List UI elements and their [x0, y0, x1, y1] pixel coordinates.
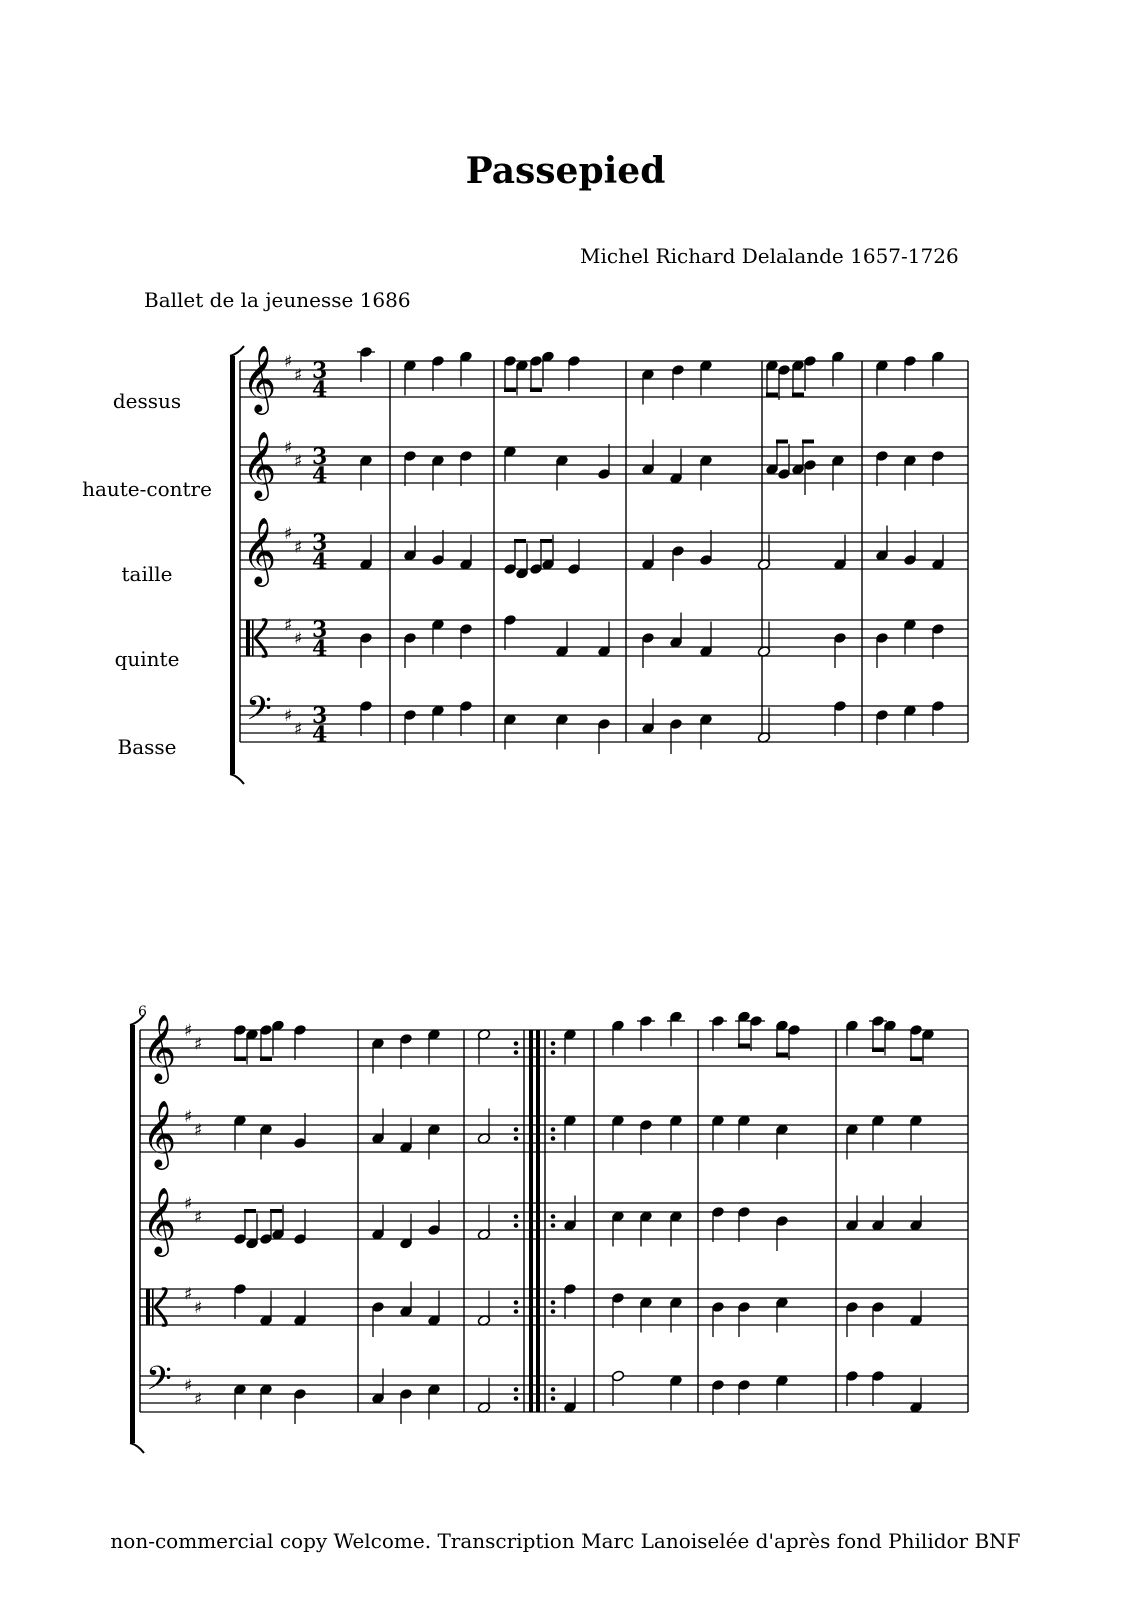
- beam: [776, 440, 788, 444]
- beam: [530, 388, 542, 392]
- treble-clef-icon: 𝄞: [142, 1099, 177, 1167]
- repeat-dot: [514, 1387, 519, 1392]
- page-title: Passepied: [465, 150, 666, 192]
- beam: [776, 1053, 788, 1057]
- system-bracket: [130, 1443, 144, 1453]
- sharp-icon: ♯: [284, 438, 293, 458]
- repeat-dot: [551, 1223, 556, 1228]
- system-bracket: [230, 774, 244, 784]
- sharp-icon: ♯: [194, 1120, 203, 1141]
- repeat-dot: [551, 1300, 556, 1305]
- repeat-dot: [551, 1396, 556, 1401]
- beam: [802, 440, 814, 444]
- sharp-icon: ♯: [294, 451, 303, 472]
- time-signature-numerator: 3: [312, 703, 328, 729]
- sharp-icon: ♯: [294, 629, 303, 649]
- sharp-icon: ♯: [284, 615, 293, 636]
- beam: [514, 539, 526, 543]
- beam: [504, 388, 516, 392]
- beam: [738, 1044, 750, 1048]
- sharp-icon: ♯: [184, 1107, 193, 1127]
- treble-clef-icon: 𝄞: [142, 1186, 177, 1254]
- treble-clef-icon: 𝄞: [142, 1013, 177, 1081]
- beam: [792, 393, 804, 397]
- repeat-dot: [514, 1214, 519, 1219]
- repeat-dot: [514, 1050, 519, 1055]
- repeat-dot: [551, 1041, 556, 1046]
- repeat-dot: [551, 1127, 556, 1132]
- system-bracket: [130, 1025, 135, 1443]
- system-bracket: [230, 356, 235, 774]
- bass-clef-icon: 𝄢: [146, 1360, 172, 1406]
- sharp-icon: ♯: [284, 524, 293, 544]
- sharp-icon: ♯: [294, 537, 303, 558]
- repeat-dot: [551, 1214, 556, 1219]
- sharp-icon: ♯: [294, 365, 303, 386]
- measure-number: 6: [138, 1004, 147, 1020]
- time-signature-denominator: 4: [312, 377, 328, 403]
- alto-clef-icon: [246, 620, 250, 656]
- repeat-dot: [514, 1041, 519, 1046]
- repeat-dot: [514, 1300, 519, 1305]
- repeat-dot: [514, 1127, 519, 1132]
- footer-note: non-commercial copy Welcome. Transcription Marc Lanoiselée d'après fond Philidor BNF: [110, 1529, 1021, 1553]
- instrument-label-basse: Basse: [117, 735, 177, 759]
- sharp-icon: ♯: [184, 1376, 193, 1396]
- repeat-dot: [514, 1396, 519, 1401]
- alto-clef-icon: [146, 1289, 150, 1325]
- subtitle: Ballet de la jeunesse 1686: [144, 288, 411, 312]
- repeat-dot: [551, 1050, 556, 1055]
- sharp-icon: ♯: [284, 706, 293, 726]
- sharp-icon: ♯: [184, 1194, 193, 1214]
- repeat-dot: [551, 1309, 556, 1314]
- alto-clef-icon: [252, 620, 254, 656]
- repeat-dot: [551, 1136, 556, 1141]
- instrument-label-dessus: dessus: [112, 389, 182, 413]
- beam: [540, 539, 552, 543]
- beam: [872, 1048, 884, 1052]
- time-signature-denominator: 4: [312, 722, 328, 748]
- sharp-icon: ♯: [294, 719, 303, 740]
- treble-clef-icon: 𝄞: [242, 344, 277, 412]
- treble-clef-icon: 𝄞: [242, 516, 277, 584]
- bass-clef-icon: 𝄢: [246, 690, 272, 736]
- time-signature-numerator: 3: [312, 358, 328, 384]
- sharp-icon: ♯: [194, 1207, 203, 1228]
- time-signature-denominator: 4: [312, 636, 328, 662]
- repeat-dot: [514, 1223, 519, 1228]
- time-signature-numerator: 3: [312, 530, 328, 556]
- composer: Michel Richard Delalande 1657-1726: [580, 244, 959, 268]
- sharp-icon: ♯: [184, 1284, 193, 1305]
- beam: [260, 1057, 272, 1061]
- repeat-dot: [514, 1309, 519, 1314]
- sharp-icon: ♯: [194, 1298, 203, 1318]
- time-signature-denominator: 4: [312, 549, 328, 575]
- sharp-icon: ♯: [184, 1021, 193, 1041]
- instrument-label-haute-contre: haute-contre: [82, 477, 212, 501]
- treble-clef-icon: 𝄞: [242, 430, 277, 498]
- beam: [244, 1209, 256, 1213]
- sharp-icon: ♯: [194, 1389, 203, 1410]
- time-signature-numerator: 3: [312, 617, 328, 643]
- beam: [234, 1057, 246, 1061]
- repeat-dot: [551, 1387, 556, 1392]
- repeat-dot: [514, 1136, 519, 1141]
- beam: [910, 1057, 922, 1061]
- instrument-label-taille: taille: [121, 562, 173, 586]
- time-signature-denominator: 4: [312, 463, 328, 489]
- sharp-icon: ♯: [194, 1034, 203, 1055]
- sharp-icon: ♯: [284, 352, 293, 372]
- instrument-label-quinte: quinte: [114, 647, 180, 671]
- time-signature-numerator: 3: [312, 444, 328, 470]
- alto-clef-icon: [152, 1289, 154, 1325]
- beam: [270, 1209, 282, 1213]
- beam: [766, 393, 778, 397]
